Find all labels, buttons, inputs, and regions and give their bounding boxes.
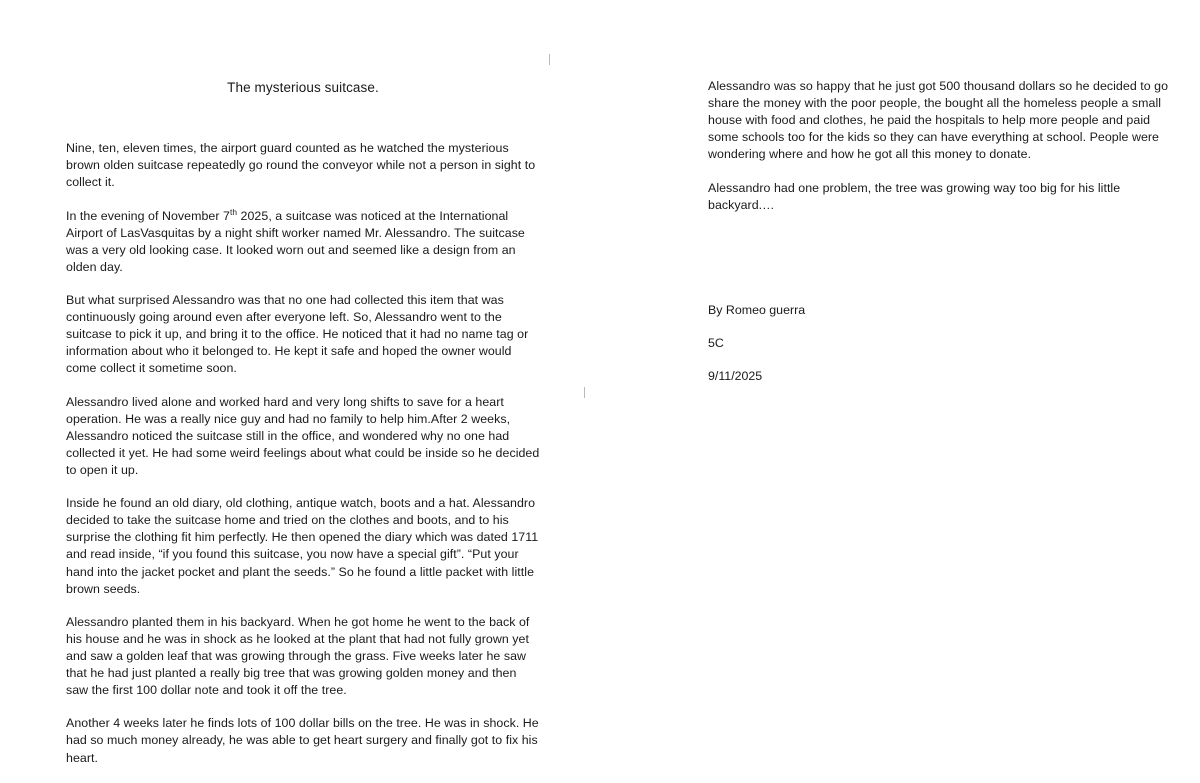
class-line: 5C	[708, 335, 724, 350]
paragraph-planted: Alessandro planted them in his backyard. When he got home he went to the back of his house and he was in shock as he looked at the plant that had not fully grown yet and saw a golden leaf that was growing through the grass. Five weeks later he saw that he had just planted a really big tree that was growing golden money and then saw the first 100 dollar note and took it off the tree.	[66, 614, 530, 698]
paragraph-date-before: In the evening of November 7	[66, 208, 230, 223]
page-title: The mysterious suitcase.	[227, 80, 379, 95]
paragraph-donate: Alessandro was so happy that he just got 500 thousand dollars so he decided to go share the money with the poor people, the bought all the homeless people a small house with food and clothes, he paid the hospitals to help more people and paid some schools too for the kids so they can have everything at school. People were wondering where and how he got all this money to donate.	[708, 79, 1169, 162]
paragraph-date-after: 2025, a suitcase was noticed at the International Airport of LasVasquitas by a night shift worker named Mr. Alessandro. The suitcase was a very old looking case. It looked worn out and seemed like a design from an olden day.	[66, 208, 525, 274]
paragraph-alone: Alessandro lived alone and worked hard and very long shifts to save for a heart operation. He was a really nice guy and had no family to help him.After 2 weeks, Alessandro noticed the suitcase still in the office, and wondered why no one had collected it yet. He had some weird feelings about what could be inside so he decided to open it up.	[66, 394, 540, 477]
signoff-block	[708, 302, 1170, 385]
paragraph-inside: Inside he found an old diary, old clothing, antique watch, boots and a hat. Alessandro decided to take the suitcase home and tried on the clothes and boots, and to his surprise the clothing fit him perfectly. He then opened the diary which was dated 1711 and read inside, “if you found this suitcase, you now have a special gift”. “Put your hand into the jacket pocket and plant the seeds.” So he found a little packet with little brown seeds.	[66, 496, 539, 596]
paragraph-surprise: But what surprised Alessandro was that no one had collected this item that was continuously going around even after everyone left. So, Alessandro went to the suitcase to pick it up, and bring it to the office. He noticed that it had no name tag or information about who it belonged to. He kept it safe and hoped the owner would come collect it sometime soon.	[66, 293, 529, 376]
paragraph-date	[66, 208, 540, 276]
author-line: By Romeo guerra	[708, 302, 806, 317]
date-line: 9/11/2025	[708, 368, 763, 383]
right-column	[600, 0, 1200, 401]
ordinal-suffix: th	[229, 206, 238, 217]
paragraph-intro: Nine, ten, eleven times, the airport guard counted as he watched the mysterious brown olden suitcase repeatedly go round the conveyor while not a person in sight to collect it.	[66, 141, 536, 190]
paragraph-problem: Alessandro had one problem, the tree was growing way too big for his little backyard.…	[708, 180, 1121, 212]
paragraph-bills: Another 4 weeks later he finds lots of 100 dollar bills on the tree. He was in shock. He had so much money already, he was able to get heart surgery and finally got to fix his heart.	[66, 716, 539, 765]
